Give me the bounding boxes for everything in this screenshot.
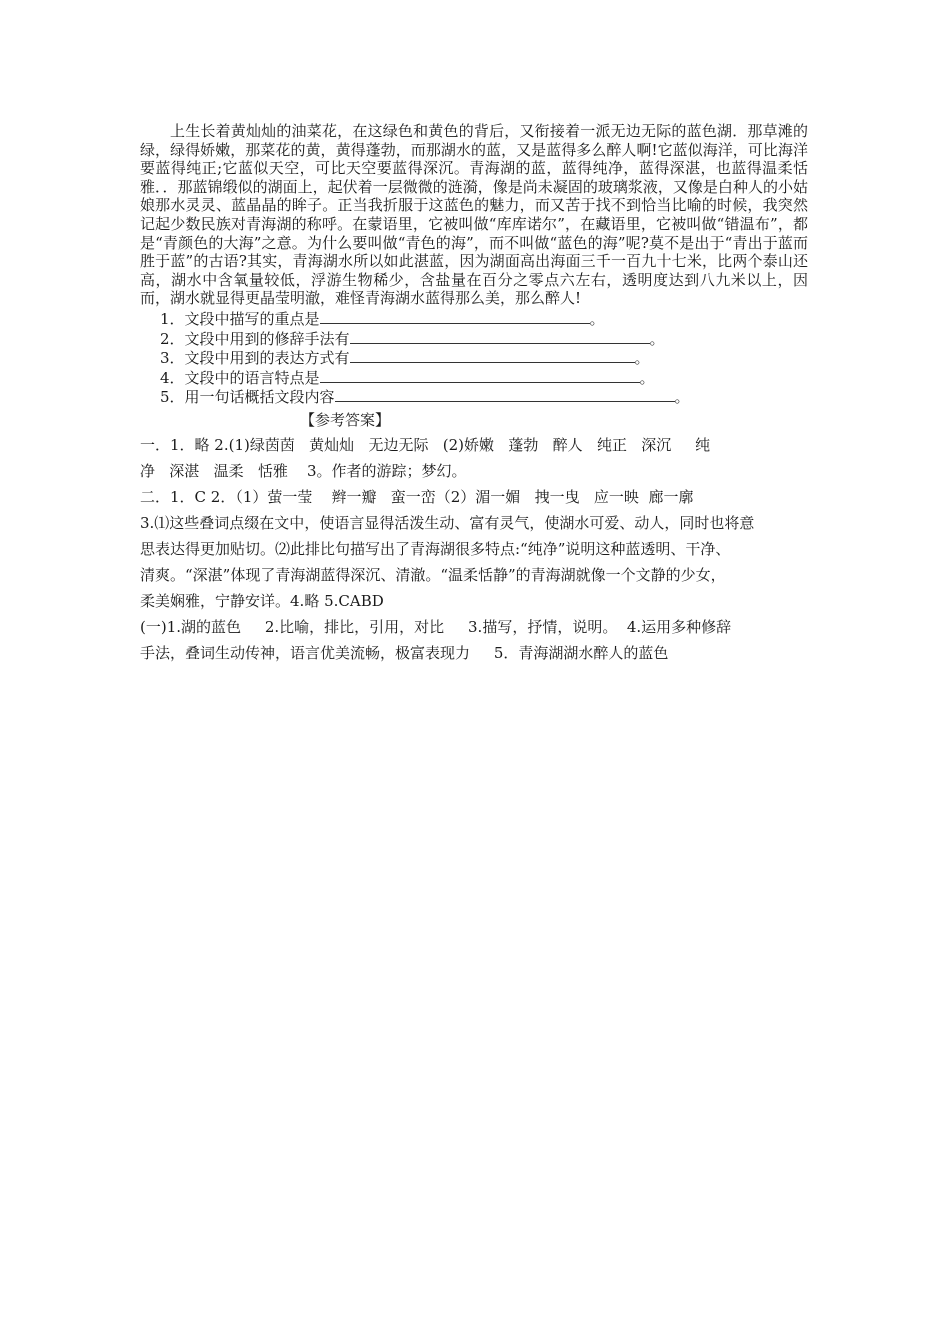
question-list bbox=[160, 309, 800, 407]
question-item bbox=[160, 329, 800, 349]
question-end: 。 bbox=[674, 388, 690, 407]
passage-paragraph: 上生长着黄灿灿的油菜花，在这绿色和黄色的背后，又衔接着一派无边无际的蓝色湖．那草滩的绿，绿得娇嫩，那菜花的黄，黄得蓬勃，而那湖水的蓝，又是蓝得多么醉人啊!它蓝似海洋，可比海洋要蓝得纯正;它蓝似天空，可比天空要蓝得深沉。青海湖的蓝，蓝得纯净，蓝得深湛，也蓝得温柔恬雅．．那蓝锦缎似的湖面上，起伏着一层微微的涟漪，像是尚未凝固的玻璃浆液，又像是白种人的小姑娘那水灵灵、蓝晶晶的眸子。正当我折服于这蓝色的魅力，而又苦于找不到恰当比喻的时候，我突然记起少数民族对青海湖的称呼。在蒙语里，它被叫做“库库诺尔”，在藏语里，它被叫做“错温布”，都是“青颜色的大海”之意。为什么要叫做“青色的海”，而不叫做“蓝色的海”呢?莫不是出于“青出于蓝而胜于蓝”的古语?其实，青海湖水所以如此湛蓝，因为湖面高出海面三千一百九十七米，比两个泰山还高，湖水中含氧量较低，浮游生物稀少，含盐量在百分之零点六左右，透明度达到八九米以上，因而，湖水就显得更晶莹明澈，难怪青海湖水蓝得那么美，那么醉人! bbox=[140, 122, 808, 308]
question-item bbox=[160, 387, 800, 407]
answer-line: 二．1．C 2．（1）萤一莹 辫一瓣 蛮一峦（2）湄一媚 拽一曳 应一映 廊一廓 bbox=[140, 488, 694, 506]
answer-blank[interactable] bbox=[335, 387, 675, 402]
answers-heading: 【参考答案】 bbox=[300, 411, 391, 429]
question-text: 1．文段中描写的重点是 bbox=[160, 310, 320, 328]
question-end: 。 bbox=[649, 329, 665, 348]
answer-line: 手法，叠词生动传神，语言优美流畅，极富表现力 5．青海湖湖水醉人的蓝色 bbox=[140, 644, 669, 662]
answer-line: 净 深湛 温柔 恬雅 3。作者的游踪；梦幻。 bbox=[140, 462, 467, 480]
question-text: 2．文段中用到的修辞手法有 bbox=[160, 329, 350, 348]
question-item bbox=[160, 368, 800, 388]
answer-blank[interactable] bbox=[350, 329, 650, 344]
question-text: 3．文段中用到的表达方式有 bbox=[160, 349, 350, 368]
question-item bbox=[160, 309, 800, 329]
question-text: 5．用一句话概括文段内容 bbox=[160, 388, 335, 407]
answer-line: 清爽。“深湛”体现了青海湖蓝得深沉、清澈。“温柔恬静”的青海湖就像一个文静的少女， bbox=[140, 566, 726, 584]
answer-key bbox=[140, 432, 808, 666]
answer-blank[interactable] bbox=[320, 368, 640, 383]
question-end: 。 bbox=[634, 349, 650, 368]
answer-line: (一)1.湖的蓝色 2.比喻，排比，引用，对比 3.描写，抒情，说明。 4.运用多种修辞 bbox=[140, 618, 732, 636]
answer-blank[interactable] bbox=[320, 309, 590, 324]
question-text: 4．文段中的语言特点是 bbox=[160, 368, 320, 387]
answer-blank[interactable] bbox=[350, 348, 635, 363]
question-end: 。 bbox=[639, 368, 655, 387]
answer-line: 一．1．略 2.(1)绿茵茵 黄灿灿 无边无际 (2)娇嫩 蓬勃 醉人 纯正 深沉 纯 bbox=[140, 436, 711, 454]
question-item bbox=[160, 348, 800, 368]
answer-line: 柔美娴雅，宁静安详。4.略 5.CABD bbox=[140, 592, 384, 610]
answer-line: 思表达得更加贴切。⑵此排比句描写出了青海湖很多特点:“纯净”说明这种蓝透明、干净、 bbox=[140, 540, 731, 558]
question-end: 。 bbox=[589, 310, 605, 328]
answer-line: 3.⑴这些叠词点缀在文中，使语言显得活泼生动、富有灵气，使湖水可爱、动人，同时也将意 bbox=[140, 514, 755, 532]
